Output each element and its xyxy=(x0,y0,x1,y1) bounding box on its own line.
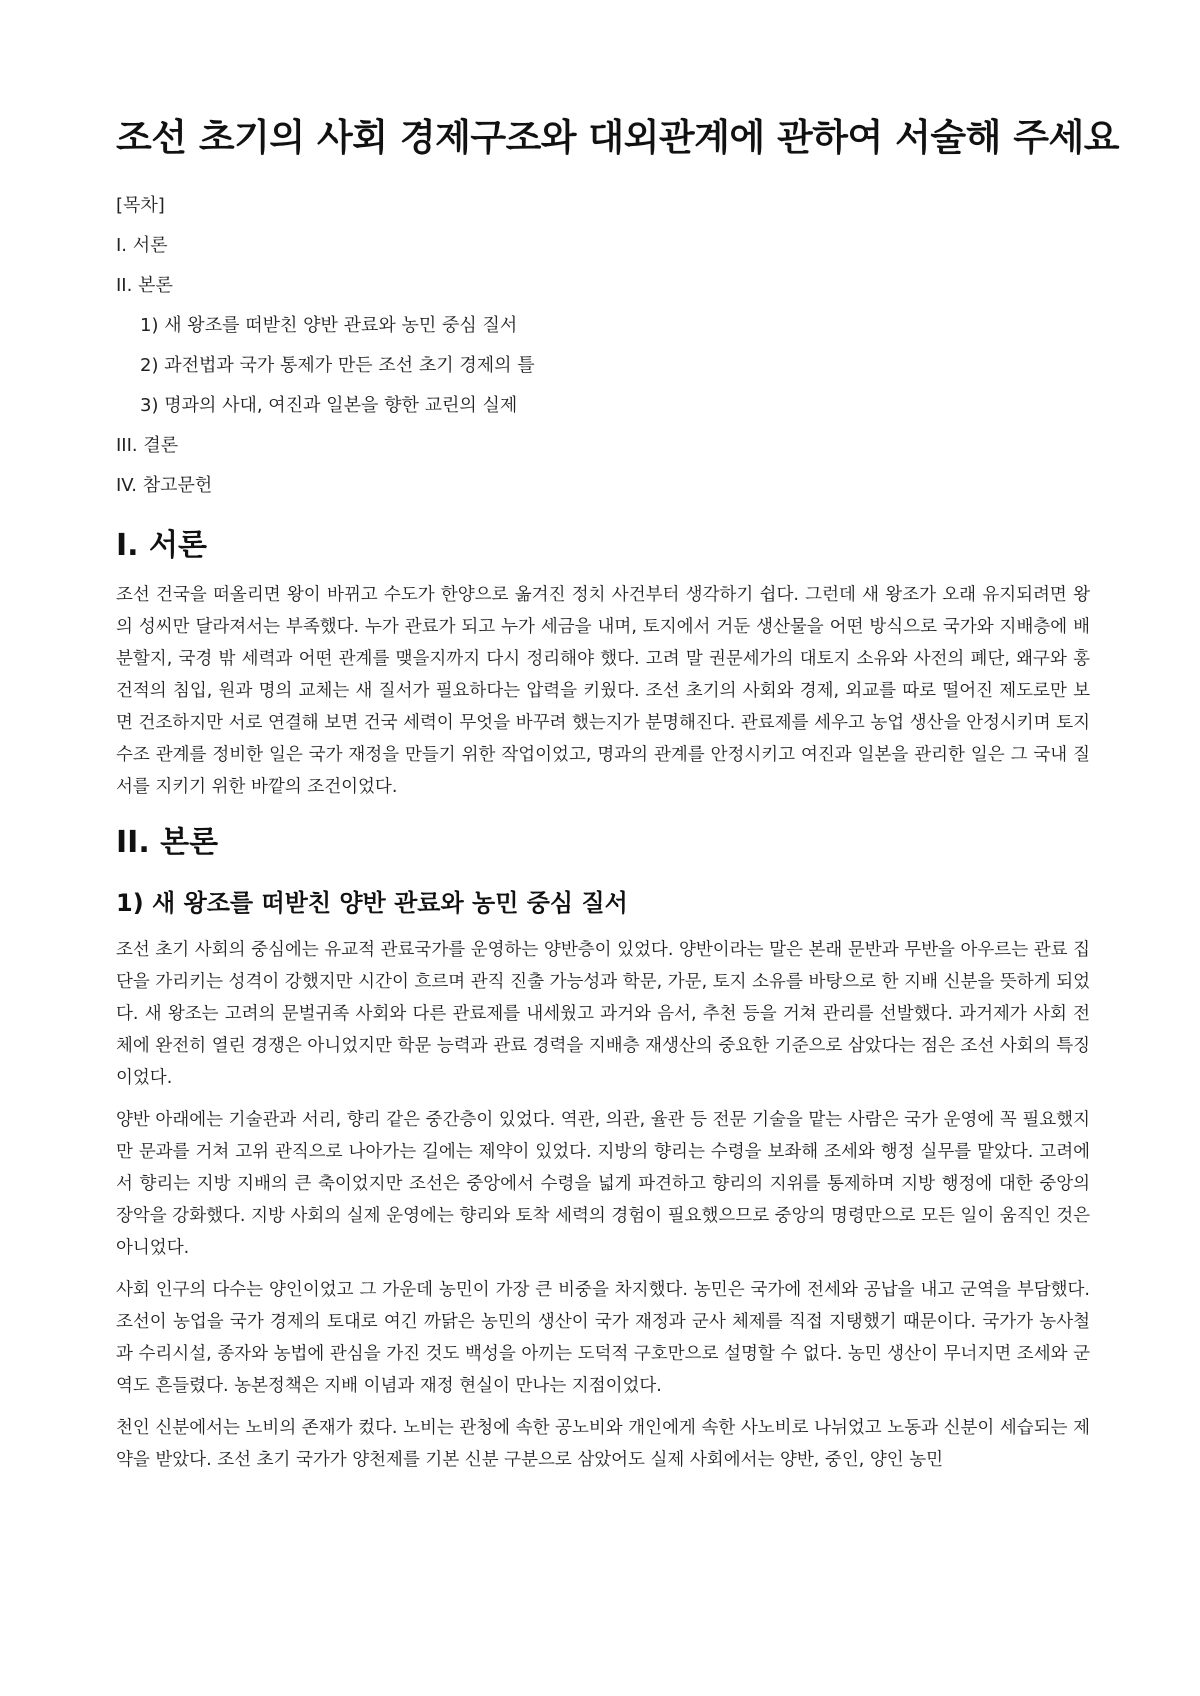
document-title: 조선 초기의 사회 경제구조와 대외관계에 관하여 서술해 주세요 xyxy=(116,116,1119,159)
toc-item-body-1: 1) 새 왕조를 떠받친 양반 관료와 농민 중심 질서 xyxy=(140,315,518,337)
toc-item-intro: I. 서론 xyxy=(116,235,168,257)
subsection-1-paragraph: 사회 인구의 다수는 양인이었고 그 가운데 농민이 가장 큰 비중을 차지했다. 농민은 국가에 전세와 공납을 내고 군역을 부담했다. 조선이 농업을 국가 경제의 토대로 여긴 까닭은 농민의 생산이 국가 재정과 군사 체제를 직접 지탱했기 때문이다. 국가가 농사철과 수리시설, 종자와 농법에 관심을 가진 것도 백성을 아끼는 도덕적 구호만으로 설명할 수 없다. 농민 생산이 무너지면 조세와 군역도 흔들렸다. 농본정책은 지배 이념과 재정 현실이 만나는 지점이었다. xyxy=(116,1279,1090,1396)
table-of-contents xyxy=(116,186,1090,506)
subsection-1-paragraph: 양반 아래에는 기술관과 서리, 향리 같은 중간층이 있었다. 역관, 의관, 율관 등 전문 기술을 맡는 사람은 국가 운영에 꼭 필요했지만 문과를 거쳐 고위 관직으로 나아가는 길에는 제약이 있었다. 지방의 향리는 수령을 보좌해 조세와 행정 실무를 맡았다. 고려에서 향리는 지방 지배의 큰 축이었지만 조선은 중앙에서 수령을 넓게 파견하고 향리의 지위를 통제하며 지방 행정에 대한 중앙의 장악을 강화했다. 지방 사회의 실제 운영에는 향리와 토착 세력의 경험이 필요했으므로 중앙의 명령만으로 모든 일이 움직인 것은 아니었다. xyxy=(116,1109,1090,1258)
toc-label: [목차] xyxy=(116,195,165,217)
subsection-1-heading: 1) 새 왕조를 떠받친 양반 관료와 농민 중심 질서 xyxy=(116,889,628,918)
toc-item-references: IV. 참고문헌 xyxy=(116,475,213,497)
body-heading: II. 본론 xyxy=(116,825,219,861)
subsection-1-paragraph: 조선 초기 사회의 중심에는 유교적 관료국가를 운영하는 양반층이 있었다. 양반이라는 말은 본래 문반과 무반을 아우르는 관료 집단을 가리키는 성격이 강했지만 시간이 흐르며 관직 진출 가능성과 학문, 가문, 토지 소유를 바탕으로 한 지배 신분을 뜻하게 되었다. 새 왕조는 고려의 문벌귀족 사회와 다른 관료제를 내세웠고 과거와 음서, 추천 등을 거쳐 관리를 선발했다. 과거제가 사회 전체에 완전히 열린 경쟁은 아니었지만 학문 능력과 관료 경력을 지배층 재생산의 중요한 기준으로 삼았다는 점은 조선 사회의 특징이었다. xyxy=(116,939,1090,1088)
toc-item-conclusion: III. 결론 xyxy=(116,435,179,457)
toc-item-body-2: 2) 과전법과 국가 통제가 만든 조선 초기 경제의 틀 xyxy=(140,355,535,377)
toc-item-body-3: 3) 명과의 사대, 여진과 일본을 향한 교린의 실제 xyxy=(140,395,518,417)
subsection-1-paragraph: 천인 신분에서는 노비의 존재가 컸다. 노비는 관청에 속한 공노비와 개인에게 속한 사노비로 나뉘었고 노동과 신분이 세습되는 제약을 받았다. 조선 초기 국가가 양천제를 기본 신분 구분으로 삼았어도 실제 사회에서는 양반, 중인, 양인 농민 xyxy=(116,1417,1090,1470)
intro-heading: I. 서론 xyxy=(116,528,207,564)
intro-paragraph: 조선 건국을 떠올리면 왕이 바뀌고 수도가 한양으로 옮겨진 정치 사건부터 생각하기 쉽다. 그런데 새 왕조가 오래 유지되려면 왕의 성씨만 달라져서는 부족했다. 누가 관료가 되고 누가 세금을 내며, 토지에서 거둔 생산물을 어떤 방식으로 국가와 지배층에 배분할지, 국경 밖 세력과 어떤 관계를 맺을지까지 다시 정리해야 했다. 고려 말 권문세가의 대토지 소유와 사전의 폐단, 왜구와 홍건적의 침입, 원과 명의 교체는 새 질서가 필요하다는 압력을 키웠다. 조선 초기의 사회와 경제, 외교를 따로 떨어진 제도로만 보면 건조하지만 서로 연결해 보면 건국 세력이 무엇을 바꾸려 했는지가 분명해진다. 관료제를 세우고 농업 생산을 안정시키며 토지 수조 관계를 정비한 일은 국가 재정을 만들기 위한 작업이었고, 명과의 관계를 안정시키고 여진과 일본을 관리한 일은 그 국내 질서를 지키기 위한 바깥의 조건이었다. xyxy=(116,585,1090,798)
toc-item-body: II. 본론 xyxy=(116,275,173,297)
